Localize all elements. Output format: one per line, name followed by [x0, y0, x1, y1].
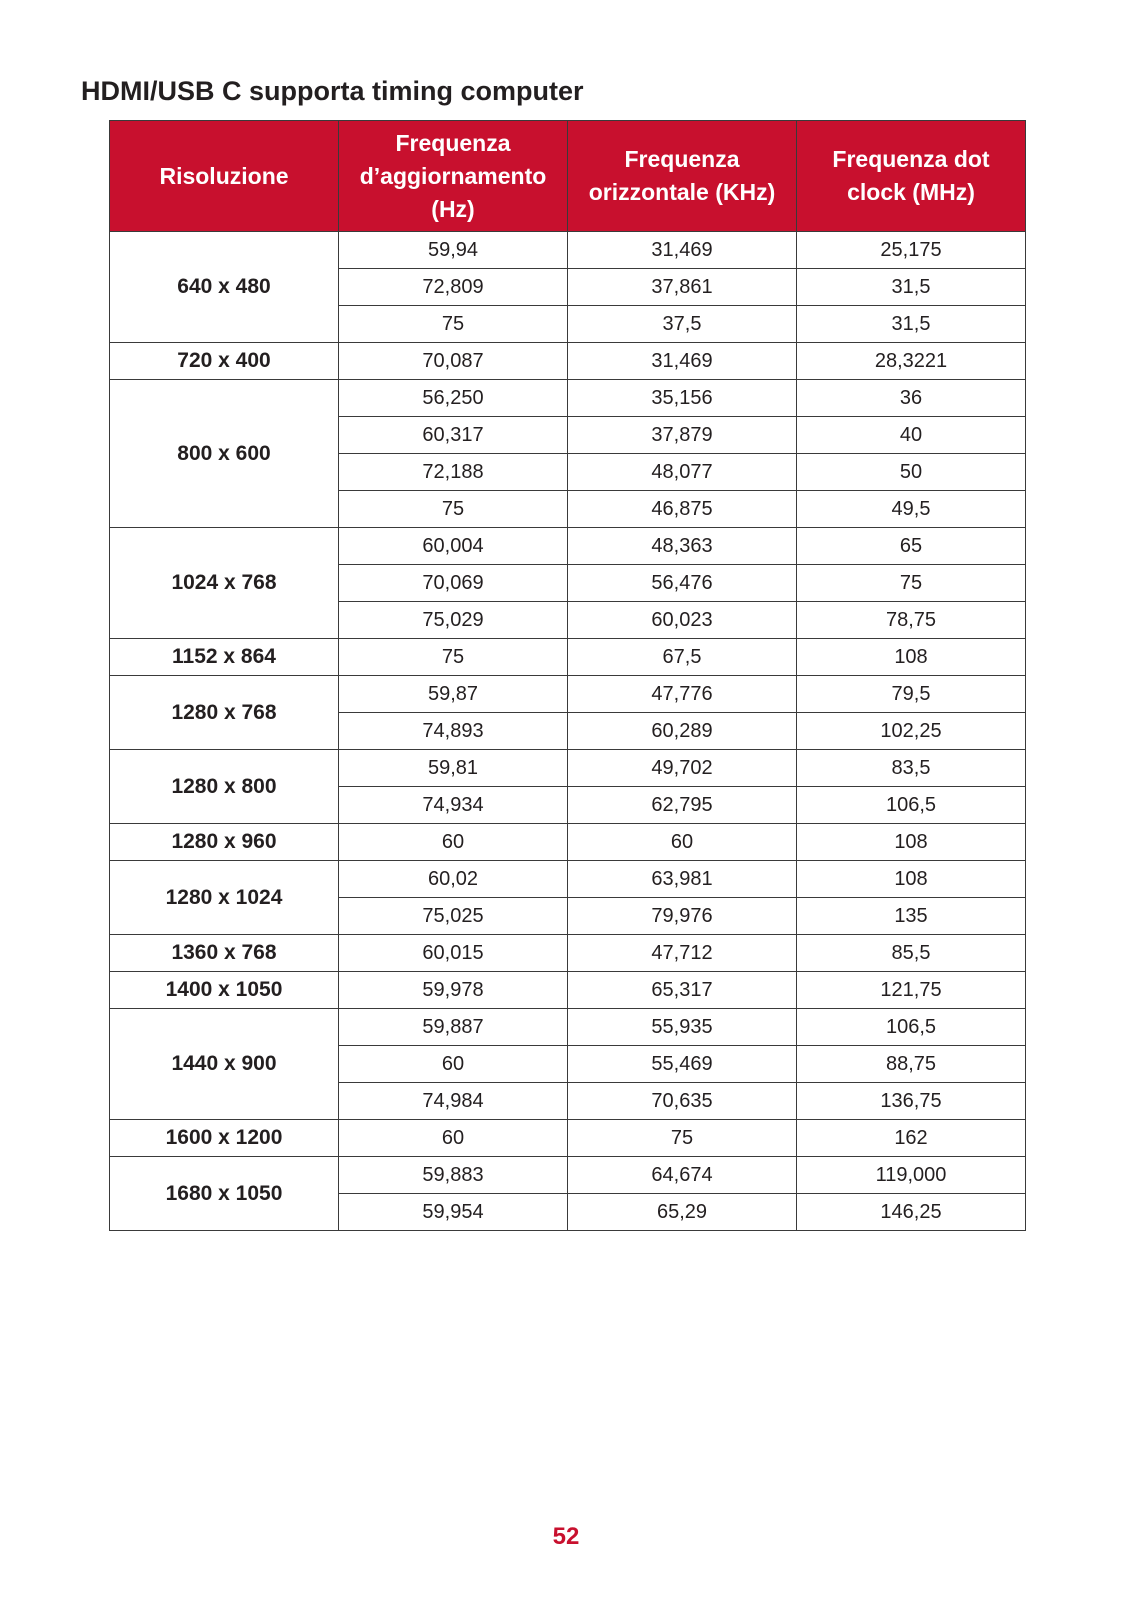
resolution-cell: 640 x 480 [110, 232, 339, 343]
table-row [110, 972, 1026, 1009]
refresh-rate-cell: 60,015 [339, 935, 568, 972]
resolution-cell: 1280 x 960 [110, 824, 339, 861]
refresh-rate-cell: 72,809 [339, 269, 568, 306]
horizontal-frequency-cell: 62,795 [568, 787, 797, 824]
header-row [110, 121, 1026, 232]
horizontal-frequency-cell: 67,5 [568, 639, 797, 676]
horizontal-frequency-cell: 60 [568, 824, 797, 861]
header-refresh-rate: Frequenza d’aggiornamento (Hz) [339, 121, 568, 232]
horizontal-frequency-cell: 60,289 [568, 713, 797, 750]
resolution-cell: 1280 x 768 [110, 676, 339, 750]
page-number: 52 [552, 1523, 580, 1550]
refresh-rate-cell: 60 [339, 1046, 568, 1083]
dot-clock-cell: 162 [797, 1120, 1026, 1157]
dot-clock-cell: 49,5 [797, 491, 1026, 528]
dot-clock-cell: 78,75 [797, 602, 1026, 639]
horizontal-frequency-cell: 64,674 [568, 1157, 797, 1194]
horizontal-frequency-cell: 55,469 [568, 1046, 797, 1083]
dot-clock-cell: 40 [797, 417, 1026, 454]
horizontal-frequency-cell: 60,023 [568, 602, 797, 639]
dot-clock-cell: 65 [797, 528, 1026, 565]
table-row [110, 232, 1026, 269]
refresh-rate-cell: 75 [339, 491, 568, 528]
dot-clock-cell: 119,000 [797, 1157, 1026, 1194]
table-row [110, 824, 1026, 861]
horizontal-frequency-cell: 79,976 [568, 898, 797, 935]
horizontal-frequency-cell: 47,776 [568, 676, 797, 713]
horizontal-frequency-cell: 63,981 [568, 861, 797, 898]
refresh-rate-cell: 75 [339, 306, 568, 343]
timing-table-body [110, 232, 1026, 1231]
refresh-rate-cell: 59,883 [339, 1157, 568, 1194]
horizontal-frequency-cell: 70,635 [568, 1083, 797, 1120]
header-resolution: Risoluzione [110, 121, 339, 232]
resolution-cell: 720 x 400 [110, 343, 339, 380]
refresh-rate-cell: 75 [339, 639, 568, 676]
dot-clock-cell: 108 [797, 824, 1026, 861]
refresh-rate-cell: 60,317 [339, 417, 568, 454]
dot-clock-cell: 28,3221 [797, 343, 1026, 380]
horizontal-frequency-cell: 75 [568, 1120, 797, 1157]
horizontal-frequency-cell: 46,875 [568, 491, 797, 528]
resolution-cell: 1400 x 1050 [110, 972, 339, 1009]
dot-clock-cell: 83,5 [797, 750, 1026, 787]
dot-clock-cell: 85,5 [797, 935, 1026, 972]
refresh-rate-cell: 60 [339, 1120, 568, 1157]
horizontal-frequency-cell: 37,879 [568, 417, 797, 454]
refresh-rate-cell: 74,934 [339, 787, 568, 824]
resolution-cell: 1440 x 900 [110, 1009, 339, 1120]
dot-clock-cell: 88,75 [797, 1046, 1026, 1083]
header-horizontal-frequency: Frequenza orizzontale (KHz) [568, 121, 797, 232]
table-row [110, 861, 1026, 898]
horizontal-frequency-cell: 65,317 [568, 972, 797, 1009]
table-row [110, 528, 1026, 565]
dot-clock-cell: 79,5 [797, 676, 1026, 713]
dot-clock-cell: 50 [797, 454, 1026, 491]
horizontal-frequency-cell: 65,29 [568, 1194, 797, 1231]
dot-clock-cell: 108 [797, 861, 1026, 898]
resolution-cell: 1360 x 768 [110, 935, 339, 972]
refresh-rate-cell: 74,984 [339, 1083, 568, 1120]
table-row [110, 343, 1026, 380]
refresh-rate-cell: 60,004 [339, 528, 568, 565]
dot-clock-cell: 31,5 [797, 269, 1026, 306]
dot-clock-cell: 25,175 [797, 232, 1026, 269]
table-row [110, 639, 1026, 676]
timing-table [109, 120, 1026, 1231]
horizontal-frequency-cell: 48,363 [568, 528, 797, 565]
horizontal-frequency-cell: 47,712 [568, 935, 797, 972]
refresh-rate-cell: 70,069 [339, 565, 568, 602]
table-row [110, 676, 1026, 713]
section-title: HDMI/USB C supporta timing computer [81, 76, 584, 106]
refresh-rate-cell: 74,893 [339, 713, 568, 750]
dot-clock-cell: 135 [797, 898, 1026, 935]
dot-clock-cell: 31,5 [797, 306, 1026, 343]
dot-clock-cell: 36 [797, 380, 1026, 417]
refresh-rate-cell: 59,81 [339, 750, 568, 787]
header-dot-clock: Frequenza dot clock (MHz) [797, 121, 1026, 232]
table-row [110, 380, 1026, 417]
resolution-cell: 1280 x 800 [110, 750, 339, 824]
dot-clock-cell: 121,75 [797, 972, 1026, 1009]
refresh-rate-cell: 70,087 [339, 343, 568, 380]
refresh-rate-cell: 60,02 [339, 861, 568, 898]
resolution-cell: 1152 x 864 [110, 639, 339, 676]
horizontal-frequency-cell: 35,156 [568, 380, 797, 417]
horizontal-frequency-cell: 37,5 [568, 306, 797, 343]
refresh-rate-cell: 75,025 [339, 898, 568, 935]
resolution-cell: 1280 x 1024 [110, 861, 339, 935]
horizontal-frequency-cell: 49,702 [568, 750, 797, 787]
horizontal-frequency-cell: 31,469 [568, 343, 797, 380]
resolution-cell: 1024 x 768 [110, 528, 339, 639]
resolution-cell: 800 x 600 [110, 380, 339, 528]
horizontal-frequency-cell: 37,861 [568, 269, 797, 306]
horizontal-frequency-cell: 55,935 [568, 1009, 797, 1046]
refresh-rate-cell: 75,029 [339, 602, 568, 639]
dot-clock-cell: 146,25 [797, 1194, 1026, 1231]
resolution-cell: 1680 x 1050 [110, 1157, 339, 1231]
table-row [110, 1157, 1026, 1194]
table-row [110, 935, 1026, 972]
timing-table-header [110, 121, 1026, 232]
dot-clock-cell: 75 [797, 565, 1026, 602]
horizontal-frequency-cell: 31,469 [568, 232, 797, 269]
table-row [110, 1120, 1026, 1157]
refresh-rate-cell: 59,978 [339, 972, 568, 1009]
refresh-rate-cell: 59,954 [339, 1194, 568, 1231]
horizontal-frequency-cell: 56,476 [568, 565, 797, 602]
resolution-cell: 1600 x 1200 [110, 1120, 339, 1157]
refresh-rate-cell: 56,250 [339, 380, 568, 417]
horizontal-frequency-cell: 48,077 [568, 454, 797, 491]
dot-clock-cell: 108 [797, 639, 1026, 676]
dot-clock-cell: 106,5 [797, 787, 1026, 824]
refresh-rate-cell: 59,94 [339, 232, 568, 269]
refresh-rate-cell: 59,887 [339, 1009, 568, 1046]
refresh-rate-cell: 72,188 [339, 454, 568, 491]
dot-clock-cell: 106,5 [797, 1009, 1026, 1046]
table-row [110, 1009, 1026, 1046]
refresh-rate-cell: 60 [339, 824, 568, 861]
dot-clock-cell: 102,25 [797, 713, 1026, 750]
table-row [110, 750, 1026, 787]
refresh-rate-cell: 59,87 [339, 676, 568, 713]
dot-clock-cell: 136,75 [797, 1083, 1026, 1120]
